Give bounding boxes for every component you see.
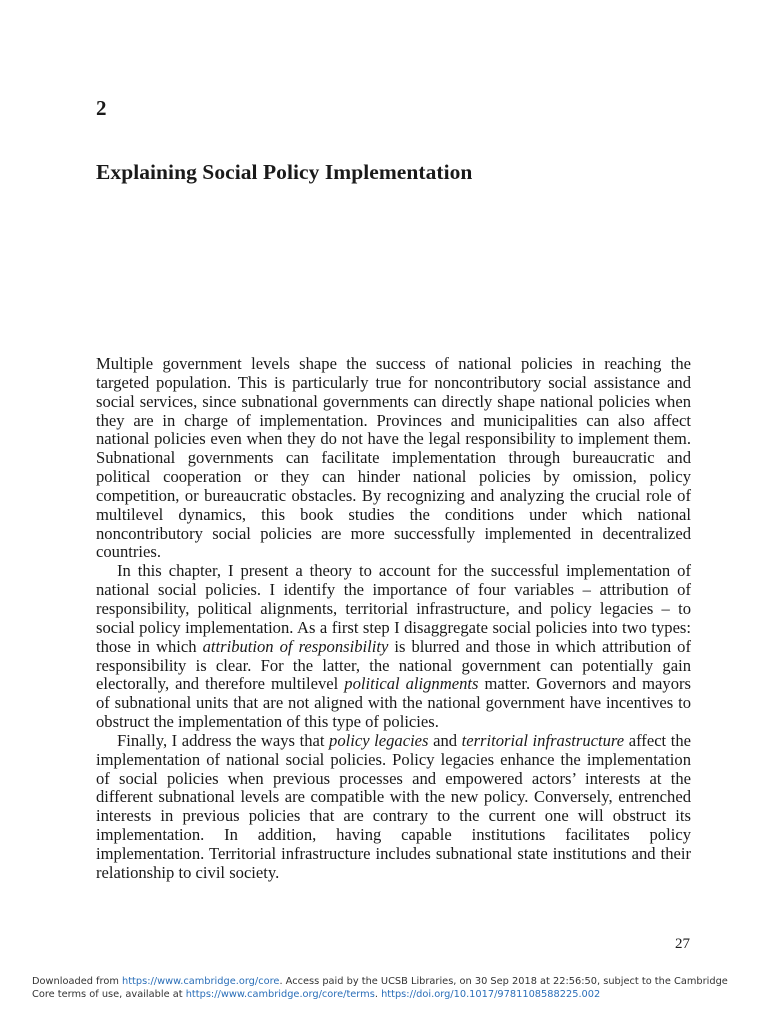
- body-text: [96, 355, 691, 883]
- footer-separator: .: [374, 989, 382, 1000]
- paragraph-3-part-e: affect the implementation of national social policies. Policy legacies enhance the implementation of social policies when previous processes and empowered actors’ interests at the different subnational levels are compatible with the new policy. Conversely, entrenched interests in previous policies that are contrary to the current one will obstruct its implementation. In addition, having capable institutions facilitates policy implementation. Territorial infrastructure includes subnational state institutions and their relationship to civil society.: [96, 730, 692, 882]
- emphasis-political-alignments: political alignments: [344, 674, 479, 694]
- page-number: 27: [675, 936, 690, 952]
- footer-terms-link[interactable]: https://www.cambridge.org/core/terms: [185, 989, 375, 1000]
- footer-access-text: . Access paid by the UCSB Libraries, on 30 Sep 2018 at 22:56:50, subject to the Cambridge Core terms of use, available at: [32, 976, 728, 1000]
- emphasis-territorial-infrastructure: territorial infrastructure: [461, 730, 625, 750]
- footer-core-link[interactable]: https://www.cambridge.org/core: [121, 976, 280, 987]
- paragraph-3-part-a: Finally, I address the ways that: [117, 730, 330, 750]
- chapter-title: Explaining Social Policy Implementation: [96, 160, 473, 184]
- download-footer: [32, 975, 742, 1001]
- paragraph-2: [96, 562, 691, 732]
- emphasis-attribution-of-responsibility: attribution of responsibility: [202, 636, 389, 656]
- paragraph-3: [96, 732, 691, 883]
- footer-downloaded-from: Downloaded from: [32, 976, 122, 987]
- paragraph-3-part-c: and: [428, 730, 462, 750]
- chapter-number: 2: [96, 96, 107, 120]
- paragraph-2-part-e: matter. Governors and mayors of subnational units that are not aligned with the national government have incentives to obstruct the implementation of this type of policies.: [96, 674, 691, 732]
- paragraph-2-part-c: is blurred and those in which attribution of responsibility is clear. For the latter, the national government can potentially gain electorally, and therefore multilevel: [96, 636, 691, 694]
- footer-doi-link[interactable]: https://doi.org/10.1017/9781108588225.002: [381, 989, 601, 1000]
- paragraph-1: Multiple government levels shape the success of national policies in reaching the targeted population. This is particularly true for noncontributory social assistance and social services, since subnational governments can directly shape national policies when they are in charge of implementation. Provinces and municipalities can also affect national policies even when they do not have the legal responsibility to implement them. Subnational governments can facilitate implementation through bureaucratic and political cooperation or they can hinder national policies by omission, policy competition, or bureaucratic obstacles. By recognizing and analyzing the crucial role of multilevel dynamics, this book studies the conditions under which national noncontributory social policies are more successfully implemented in decentralized countries.: [96, 354, 691, 562]
- paragraph-2-part-a: In this chapter, I present a theory to account for the successful implementation of national social policies. I identify the importance of four variables – attribution of responsibility, political alignments, territorial infrastructure, and policy legacies – to social policy implementation. As a first step I disaggregate social policies into two types: those in which: [96, 561, 691, 656]
- emphasis-policy-legacies: policy legacies: [329, 730, 429, 750]
